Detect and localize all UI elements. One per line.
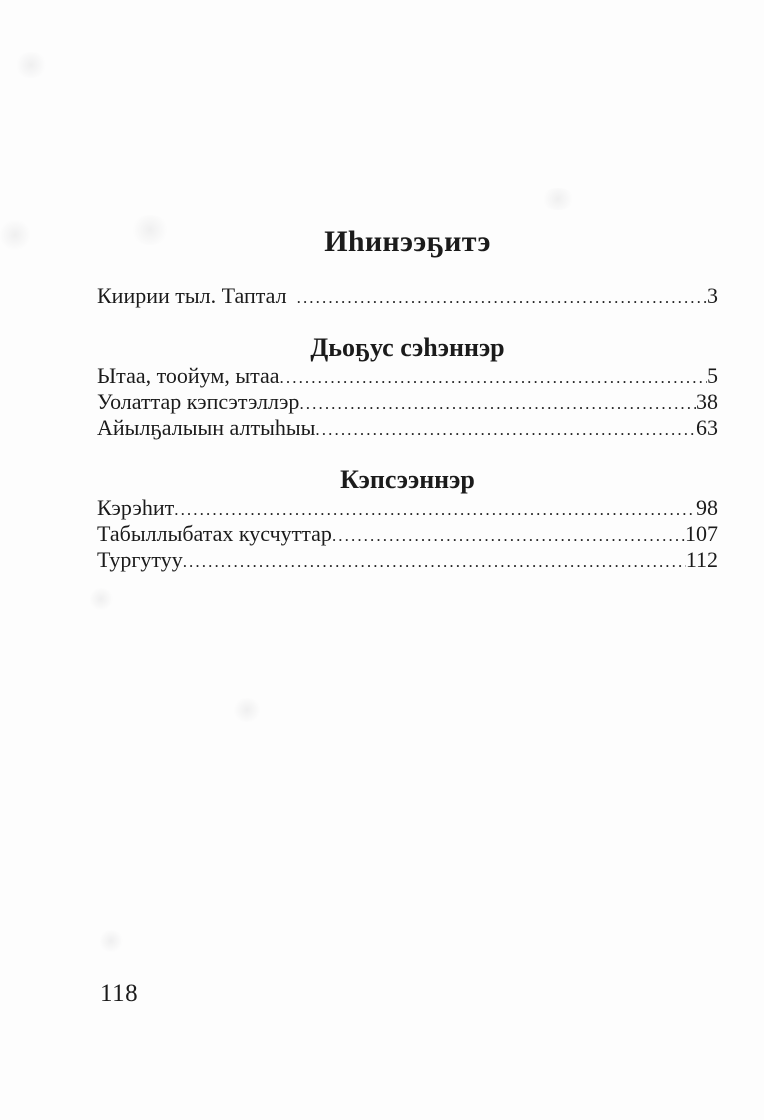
toc-entry <box>97 364 718 390</box>
toc-section-short-novels <box>97 334 718 442</box>
toc-entry-label: Киирии тыл. Таптал <box>97 283 287 308</box>
scan-speck <box>14 52 48 78</box>
toc-title: Иһинээҕитэ <box>324 225 491 258</box>
toc-entry-page: 3 <box>707 283 718 308</box>
toc-entry-page: 38 <box>696 389 718 414</box>
toc-entry <box>97 284 718 310</box>
scan-speck <box>232 698 262 722</box>
toc-entry-label: Кэрэһит <box>97 495 175 520</box>
toc-entry-page: 98 <box>696 495 718 520</box>
toc-section-heading: Кэпсээннэр <box>340 465 475 494</box>
dot-leader <box>315 416 696 442</box>
dot-leader <box>332 522 685 548</box>
folio-page-number: 118 <box>100 980 139 1007</box>
toc-section-heading: Дьоҕус сэһэннэр <box>310 333 505 362</box>
toc-entry-page: 5 <box>707 363 718 388</box>
toc-entry-label: Тургутуу <box>97 547 183 572</box>
scan-speck <box>0 218 30 252</box>
toc-content <box>97 0 718 574</box>
toc-entry <box>97 522 718 548</box>
scan-speck <box>88 588 114 610</box>
dot-leader <box>297 284 707 310</box>
toc-entry-label: Айылҕалыын алтыһыы <box>97 415 316 440</box>
dot-leader <box>280 364 707 390</box>
toc-entry-label: Ытаа, тоойум, ытаа <box>97 363 280 388</box>
toc-section-intro <box>97 284 718 310</box>
dot-leader <box>183 548 686 574</box>
toc-entry-label: Табыллыбатах кусчуттар <box>97 521 332 546</box>
toc-entry-page: 107 <box>685 521 718 546</box>
toc-entry-page: 63 <box>696 415 718 440</box>
toc-entry <box>97 390 718 416</box>
toc-entry-label: Уолаттар кэпсэтэллэр <box>97 389 300 414</box>
scan-speck <box>98 930 124 952</box>
toc-entry <box>97 496 718 522</box>
toc-section-stories <box>97 466 718 574</box>
toc-entry <box>97 416 718 442</box>
dot-leader <box>299 390 696 416</box>
toc-entry <box>97 548 718 574</box>
dot-leader <box>174 496 696 522</box>
toc-entry-page: 112 <box>685 547 718 572</box>
